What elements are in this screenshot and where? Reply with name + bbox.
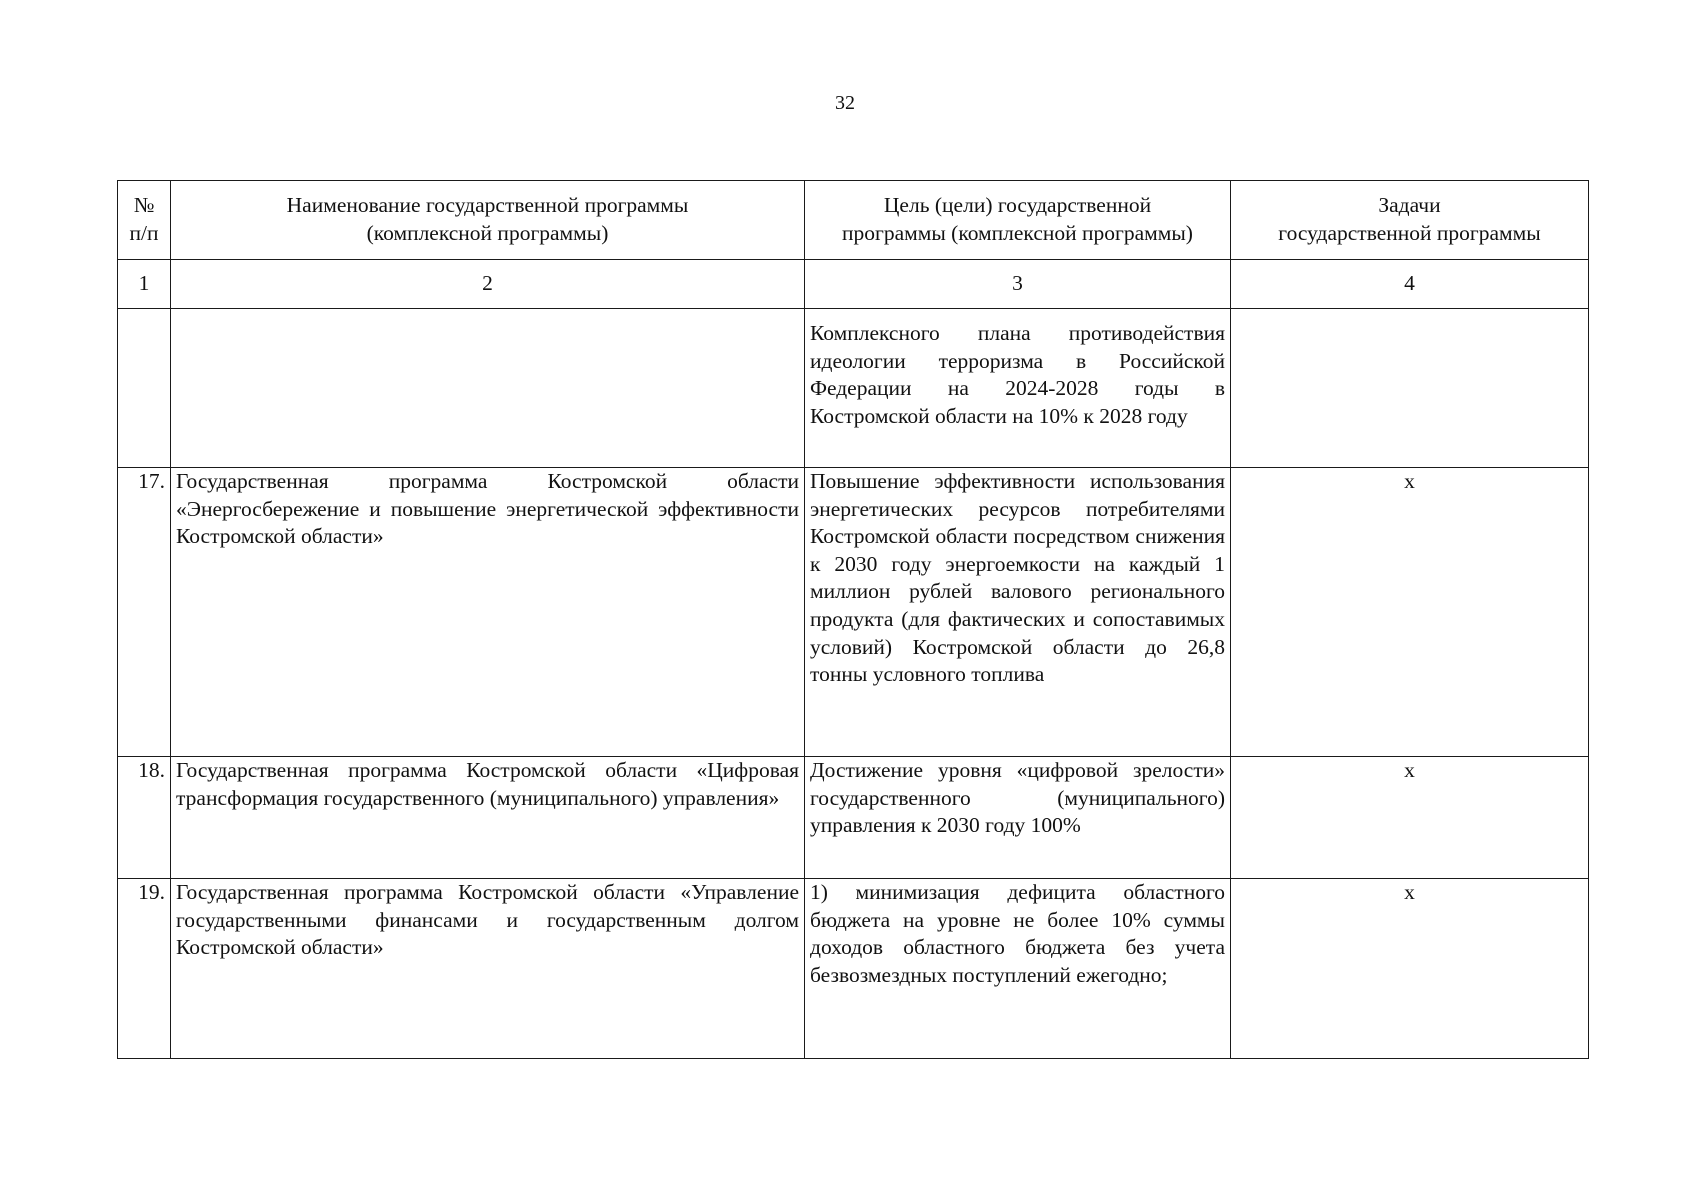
program-tasks [1231, 309, 1589, 468]
header-goal-line-2: программы (комплексной программы) [842, 221, 1193, 245]
table-row [118, 757, 1589, 879]
page-number: 32 [835, 92, 855, 114]
header-name-line-1: Наименование государственной программы [286, 193, 689, 218]
program-goal: Комплексного плана противодействия идеологии терроризма в Российской Федерации на 2024-2028 годы в Костромской области на 10% к 2028 году [805, 309, 1231, 468]
column-number: 2 [171, 260, 805, 309]
header-num-line-2: п/п [129, 221, 159, 245]
header-goal [805, 181, 1231, 260]
header-tasks-line-1: Задачи [1378, 193, 1441, 218]
program-goal: Повышение эффективности использования энергетических ресурсов потребителями Костромской области посредством снижения к 2030 году энергоемкости на каждый 1 миллион рублей валового регионального продукта (для фактических и сопоставимых условий) Костромской области до 26,8 тонны условного топлива [805, 468, 1231, 757]
column-number: 1 [118, 260, 171, 309]
program-goal: Достижение уровня «цифровой зрелости» государственного (муниципального) управления к 2030 году 100% [805, 757, 1231, 879]
header-name [171, 181, 805, 260]
header-num-line-1: № [133, 193, 155, 218]
header-num [118, 181, 171, 260]
program-name [171, 309, 805, 468]
table-row [118, 309, 1589, 468]
column-number: 4 [1231, 260, 1589, 309]
header-name-line-2: (комплексной программы) [366, 221, 609, 245]
table-row [118, 879, 1589, 1059]
program-name: Государственная программа Костромской области «Цифровая трансформация государственного (муниципального) управления» [171, 757, 805, 879]
table-header-row [118, 181, 1589, 260]
row-number [118, 309, 171, 468]
column-number-row [118, 260, 1589, 309]
program-tasks: х [1231, 879, 1589, 1059]
programs-table [117, 180, 1589, 1059]
program-goal: 1) минимизация дефицита областного бюджета на уровне не более 10% суммы доходов областного бюджета без учета безвозмездных поступлений ежегодно; [805, 879, 1231, 1059]
program-name: Государственная программа Костромской области «Энергосбережение и повышение энергетической эффективности Костромской области» [171, 468, 805, 757]
table-row [118, 468, 1589, 757]
program-tasks: х [1231, 757, 1589, 879]
column-number: 3 [805, 260, 1231, 309]
header-tasks-line-2: государственной программы [1278, 221, 1541, 245]
program-tasks: х [1231, 468, 1589, 757]
header-goal-line-1: Цель (цели) государственной [883, 193, 1152, 218]
row-number: 19. [118, 879, 171, 1059]
program-name: Государственная программа Костромской области «Управление государственными финансами и государственным долгом Костромской области» [171, 879, 805, 1059]
header-tasks [1231, 181, 1589, 260]
row-number: 18. [118, 757, 171, 879]
row-number: 17. [118, 468, 171, 757]
